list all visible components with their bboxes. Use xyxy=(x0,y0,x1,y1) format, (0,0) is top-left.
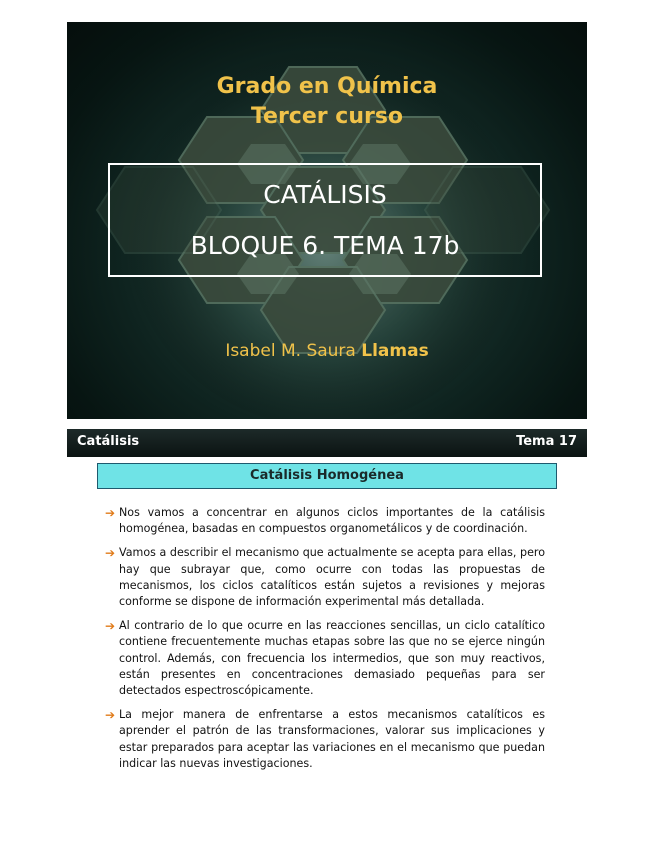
header-subject: Catálisis xyxy=(77,434,140,449)
cover-slide xyxy=(67,22,587,419)
arrow-right-icon: ➔ xyxy=(105,546,116,561)
slide-header xyxy=(67,429,587,457)
list-item xyxy=(105,505,545,537)
arrow-right-icon: ➔ xyxy=(105,506,116,520)
content-slide xyxy=(67,429,587,799)
block-topic-title: BLOQUE 6. TEMA 17b xyxy=(190,231,460,260)
main-title: CATÁLISIS xyxy=(263,180,387,209)
bullet-text: La mejor manera de enfrentarse a estos mecanismos catalíticos es aprender el patrón de las transformaciones, valorar sus implicaciones y estar preparados para aceptar las variaciones en el mecanismo que puedan indicar las nuevas investigaciones. xyxy=(119,708,545,770)
header-topic-number: Tema 17 xyxy=(516,434,577,449)
author xyxy=(67,341,587,361)
arrow-right-icon: ➔ xyxy=(105,619,116,634)
arrow-right-icon: ➔ xyxy=(105,708,116,723)
title-frame xyxy=(108,163,542,277)
bullet-list xyxy=(105,505,545,780)
author-name: Isabel M. Saura xyxy=(225,341,356,361)
degree-label: Grado en Química xyxy=(216,74,438,99)
list-item xyxy=(105,707,545,772)
list-item xyxy=(105,618,545,699)
list-item xyxy=(105,545,545,610)
section-heading xyxy=(97,463,557,489)
bullet-text: Al contrario de lo que ocurre en las reacciones sencillas, un ciclo catalítico contiene frecuentemente muchas etapas sobre las que no se ejerce ningún control. Además, con frecuencia los intermedios, que son muy reactivos, están presentes en concentraciones demasiado pequeñas para ser detectados espectroscópicamente. xyxy=(119,619,545,698)
bullet-text: Vamos a describir el mecanismo que actualmente se acepta para ellas, pero hay que subrayar que, como ocurre con todas las propuestas de mecanismos, los ciclos catalíticos están sujetos a revisiones y mejoras conforme se dispone de información experimental más detallada. xyxy=(119,546,545,609)
bullet-text: Nos vamos a concentrar en algunos ciclos importantes de la catálisis homogénea, basadas en compuestos organometálicos y de coordinación. xyxy=(119,506,545,536)
course-year-label: Tercer curso xyxy=(250,104,404,129)
author-surname: Llamas xyxy=(361,341,429,361)
section-title: Catálisis Homogénea xyxy=(250,468,404,483)
